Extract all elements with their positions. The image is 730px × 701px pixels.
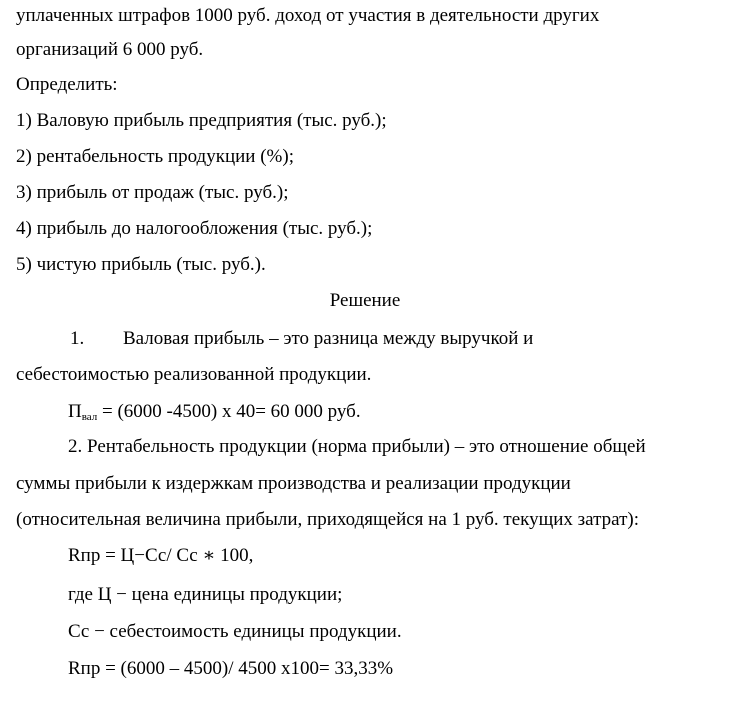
task-item-1: 1) Валовую прибыль предприятия (тыс. руб.); <box>16 110 387 131</box>
task-item-2: 2) рентабельность продукции (%); <box>16 146 294 167</box>
step2-line-3: (относительная величина прибыли, приходящейся на 1 руб. текущих затрат): <box>16 509 640 530</box>
solution-heading: Решение <box>329 290 401 311</box>
intro-line-2: организаций 6 000 руб. <box>16 39 204 60</box>
step2-calc: Rпр = (6000 – 4500)/ 4500 х100= 33,33% <box>68 658 394 679</box>
task-item-5: 5) чистую прибыль (тыс. руб.). <box>16 254 266 275</box>
step2-formula: Rпр = Ц−Сс/ Сс ∗ 100, <box>68 545 254 566</box>
step2-line-2: суммы прибыли к издержкам производства и реализации продукции <box>16 473 571 494</box>
formula-rest: = (6000 -4500) х 40= 60 000 руб. <box>97 401 361 422</box>
step2-where-2: Сс − себестоимость единицы продукции. <box>68 621 402 642</box>
step1-text-line-2: себестоимостью реализованной продукции. <box>16 364 372 385</box>
task-heading: Определить: <box>16 74 118 95</box>
formula-subscript: вал <box>81 411 98 423</box>
step1-text-line-1: Валовая прибыль – это разница между выручкой и <box>123 328 534 349</box>
step2-line-1: 2. Рентабельность продукции (норма прибыли) – это отношение общей <box>68 436 646 457</box>
intro-line-1: уплаченных штрафов 1000 руб. доход от участия в деятельности других <box>16 5 600 26</box>
step1-number: 1. <box>70 328 85 349</box>
task-item-3: 3) прибыль от продаж (тыс. руб.); <box>16 182 289 203</box>
task-item-4: 4) прибыль до налогообложения (тыс. руб.); <box>16 218 373 239</box>
step1-formula <box>68 400 361 429</box>
formula-symbol: П <box>68 401 82 422</box>
step2-where-1: где Ц − цена единицы продукции; <box>68 584 343 605</box>
